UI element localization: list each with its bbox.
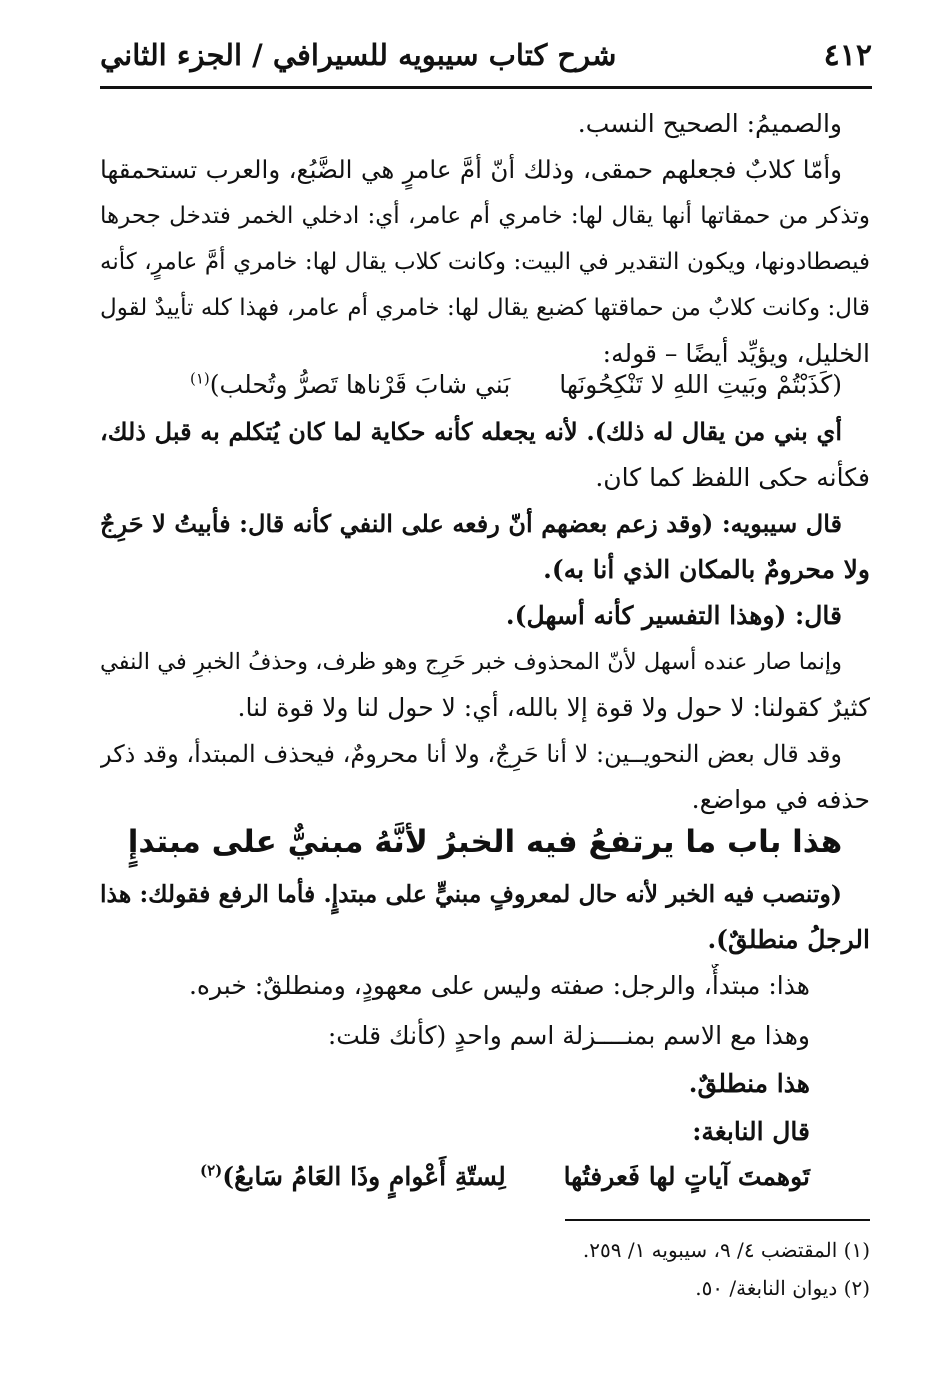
text-line: وتذكر من حمقاتها أنها يقال لها: خامري أم عامر، أي: ادخلي الخمر فتدخل جحرها bbox=[100, 203, 870, 229]
text-line: الخليل، ويؤيِّد أيضًا – قوله: bbox=[602, 339, 870, 368]
footnote-ref: (٢) bbox=[200, 1161, 223, 1180]
text-line: حذفه في مواضع. bbox=[691, 785, 870, 814]
text-line: كثيرٌ كقولنا: لا حول ولا قوة إلا بالله، أي: لا حول لنا ولا قوة لنا. bbox=[237, 693, 870, 722]
text-line: قال سيبويه: (وقد زعم بعضهم أنّ رفعه على النفي كأنه قال: فأبيتُ لا حَرِجٌ bbox=[100, 509, 842, 538]
text-line: قال: وكانت كلابٌ من حماقتها كضبع يقال لها: خامري أم عامر، فهذا كله تأييدٌ لقول bbox=[100, 295, 870, 321]
verse-line bbox=[190, 362, 842, 408]
text-line: ولا محرومٌ بالمكان الذي أنا به). bbox=[543, 555, 870, 584]
verse-line bbox=[200, 1154, 810, 1200]
footnote: (٢) ديوان النابغة/ ٥٠. bbox=[695, 1276, 870, 1300]
text-line: فكأنه حكى اللفظ كما كان. bbox=[595, 463, 870, 492]
header-divider bbox=[100, 86, 872, 89]
verse-second-hemistich bbox=[200, 1154, 506, 1200]
page-number: ٤١٢ bbox=[823, 38, 872, 73]
text-line: وإنما صار عنده أسهل لأنّ المحذوف خبر حَرِج وهو ظرف، وحذفُ الخبرِ في النفي bbox=[100, 649, 842, 675]
text-line: وقد قال بعض النحويــين: لا أنا حَرِجٌ، ولا أنا محرومٌ، فيحذف المبتدأ، وقد ذكر bbox=[100, 740, 842, 768]
text-line: فيصطادونها، ويكون التقدير في البيت: وكانت كلاب يقال لها: خامري أمَّ عامرٍ، كأنه bbox=[100, 249, 870, 275]
footnote: (١) المقتضب ٤/ ٩، سيبويه ١/ ٢٥٩. bbox=[582, 1238, 870, 1262]
text-line: قال النابغة: bbox=[692, 1117, 810, 1146]
text-line: الرجلُ منطلقٌ). bbox=[707, 925, 870, 954]
verse-first-hemistich: (كَذَبْتُمْ وبَيتِ اللهِ لا تَنْكِحُونَها bbox=[559, 370, 842, 399]
text-line: هذا: مبتدأٌ، والرجل: صفته وليس على معهودٍ، ومنطلقٌ: خبره. bbox=[188, 971, 810, 1000]
text-line: قال: (وهذا التفسير كأنه أسهل). bbox=[505, 601, 842, 630]
text-line: (وتنصب فيه الخبر لأنه حال لمعروفٍ مبنيٍّ على مبتدإٍ. فأما الرفع فقولك: هذا bbox=[100, 880, 842, 908]
verse-second-hemistich bbox=[190, 362, 510, 408]
text-run: أي بني من يقال له ذلك). لأنه يجعله كأنه حكاية لما كان يُتكلم به قبل ذلك، bbox=[100, 417, 842, 446]
chapter-heading: هذا باب ما يرتفعُ فيه الخبرُ لأنَّهُ مبنيٌّ على مبتدإٍ bbox=[127, 824, 843, 860]
footnote-divider bbox=[565, 1219, 870, 1221]
page-header bbox=[100, 34, 872, 88]
verse-second-text: لِستّةِ أَعْوامٍ وذَا العَامُ سَابعُ) bbox=[222, 1162, 506, 1191]
text-line: وهذا مع الاسم بمنــــزلة اسم واحدٍ (كأنك قلت: bbox=[327, 1021, 810, 1050]
verse-second-text: بَني شابَ قَرْناها تَصرُّ وتُحلب) bbox=[209, 370, 511, 399]
footnote-ref: (١) bbox=[190, 369, 210, 388]
text-line: والصميمُ: الصحيح النسب. bbox=[577, 109, 842, 138]
text-line: وأمّا كلابٌ فجعلهم حمقى، وذلك أنّ أمَّ عامرٍ هي الضَّبُع، والعرب تستحمقها bbox=[100, 155, 842, 184]
text-line: هذا منطلقٌ. bbox=[688, 1069, 810, 1098]
running-title: شرح كتاب سيبويه للسيرافي / الجزء الثاني bbox=[100, 38, 617, 72]
text-line bbox=[100, 410, 842, 454]
verse-first-hemistich: تَوهمتَ آياتٍ لها فَعرفتُها bbox=[563, 1162, 810, 1191]
